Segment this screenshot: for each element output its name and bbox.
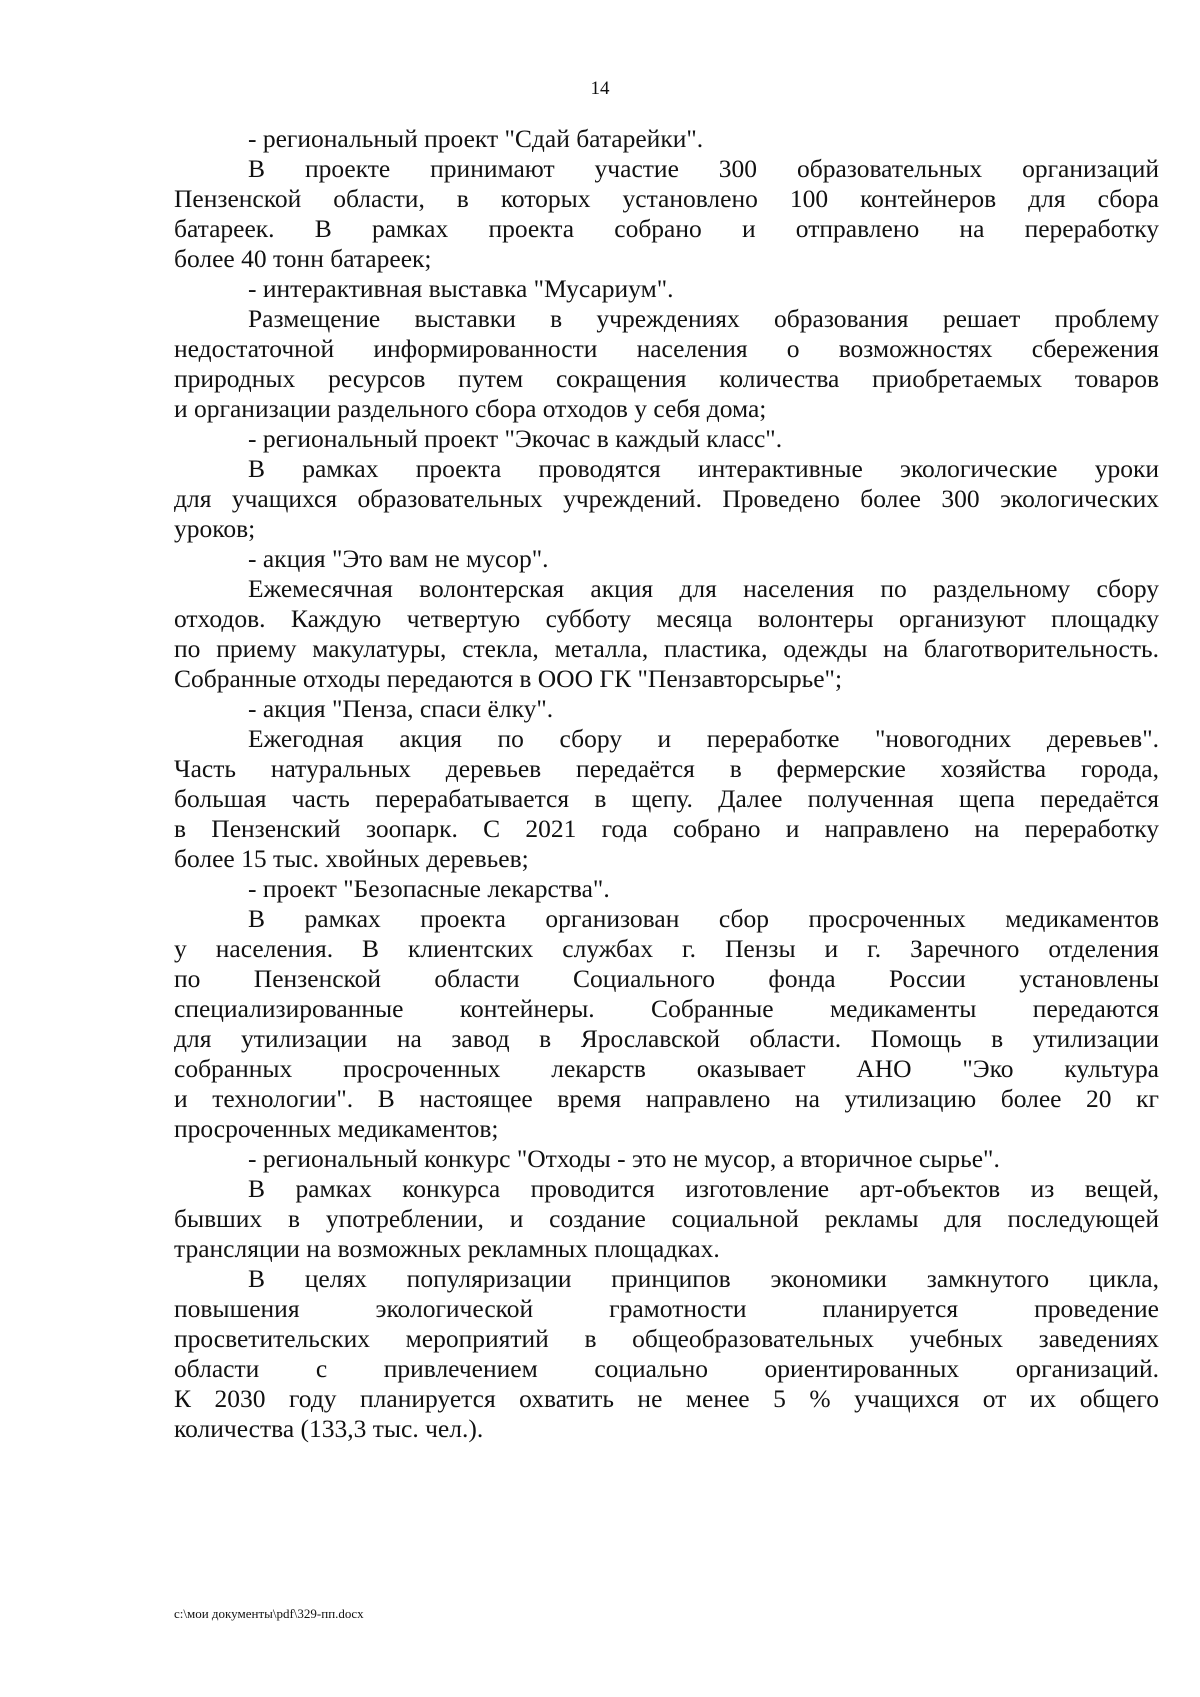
text-line: Ежегодная акция по сбору и переработке "новогодних деревьев".: [248, 724, 1159, 753]
text-line: по приему макулатуры, стекла, металла, пластика, одежды на благотворительность.: [174, 634, 1159, 663]
text-line: повышения экологической грамотности планируется проведение: [174, 1294, 1159, 1323]
text-line: более 40 тонн батареек;: [174, 244, 432, 273]
text-line: В рамках проекта проводятся интерактивные экологические уроки: [248, 454, 1159, 483]
text-line: и организации раздельного сбора отходов у себя дома;: [174, 394, 767, 423]
text-line: - акция "Это вам не мусор".: [248, 544, 549, 573]
text-line: - интерактивная выставка "Мусариум".: [248, 274, 674, 303]
text-line: Пензенской области, в которых установлено 100 контейнеров для сбора: [174, 184, 1159, 213]
text-line: уроков;: [174, 514, 256, 543]
text-line: - акция "Пенза, спаси ёлку".: [248, 694, 554, 723]
text-line: - региональный проект "Экочас в каждый класс".: [248, 424, 783, 453]
text-line: В рамках проекта организован сбор просроченных медикаментов: [248, 904, 1159, 933]
text-line: бывших в употреблении, и создание социальной рекламы для последующей: [174, 1204, 1159, 1233]
text-line: Собранные отходы передаются в ООО ГК "Пензавторсырье";: [174, 664, 843, 693]
text-line: В целях популяризации принципов экономики замкнутого цикла,: [248, 1264, 1159, 1293]
text-line: и технологии". В настоящее время направлено на утилизацию более 20 кг: [174, 1084, 1159, 1113]
text-line: В рамках конкурса проводится изготовление арт-объектов из вещей,: [248, 1174, 1159, 1203]
text-line: в Пензенский зоопарк. С 2021 года собрано и направлено на переработку: [174, 814, 1159, 843]
text-line: большая часть перерабатывается в щепу. Далее полученная щепа передаётся: [174, 784, 1159, 813]
text-line: - региональный конкурс "Отходы - это не мусор, а вторичное сырье".: [248, 1144, 1000, 1173]
text-line: просроченных медикаментов;: [174, 1114, 499, 1143]
text-line: специализированные контейнеры. Собранные медикаменты передаются: [174, 994, 1159, 1023]
text-line: Часть натуральных деревьев передаётся в фермерские хозяйства города,: [174, 754, 1159, 783]
text-line: количества (133,3 тыс. чел.).: [174, 1414, 484, 1443]
text-line: для учащихся образовательных учреждений. Проведено более 300 экологических: [174, 484, 1159, 513]
text-line: для утилизации на завод в Ярославской области. Помощь в утилизации: [174, 1024, 1159, 1053]
text-line: природных ресурсов путем сокращения количества приобретаемых товаров: [174, 364, 1159, 393]
footer-file-path: c:\мои документы\pdf\329-пп.docx: [174, 1606, 364, 1621]
text-line: области с привлечением социально ориентированных организаций.: [174, 1354, 1159, 1383]
page-number: 14: [590, 78, 610, 99]
text-line: недостаточной информированности населения о возможностях сбережения: [174, 334, 1159, 363]
text-line: более 15 тыс. хвойных деревьев;: [174, 844, 529, 873]
text-line: отходов. Каждую четвертую субботу месяца волонтеры организуют площадку: [174, 604, 1159, 633]
text-line: - региональный проект "Сдай батарейки".: [248, 124, 704, 153]
text-line: просветительских мероприятий в общеобразовательных учебных заведениях: [174, 1324, 1159, 1353]
text-line: по Пензенской области Социального фонда России установлены: [174, 964, 1159, 993]
text-line: - проект "Безопасные лекарства".: [248, 874, 610, 903]
text-line: Размещение выставки в учреждениях образования решает проблему: [248, 304, 1159, 333]
text-line: Ежемесячная волонтерская акция для населения по раздельному сбору: [248, 574, 1159, 603]
text-line: батареек. В рамках проекта собрано и отправлено на переработку: [174, 214, 1159, 243]
text-line: у населения. В клиентских службах г. Пензы и г. Заречного отделения: [174, 934, 1159, 963]
text-line: трансляции на возможных рекламных площадках.: [174, 1234, 720, 1263]
text-line: собранных просроченных лекарств оказывает АНО "Эко культура: [174, 1054, 1159, 1083]
text-line: В проекте принимают участие 300 образовательных организаций: [248, 154, 1159, 183]
text-line: К 2030 году планируется охватить не менее 5 % учащихся от их общего: [174, 1384, 1159, 1413]
